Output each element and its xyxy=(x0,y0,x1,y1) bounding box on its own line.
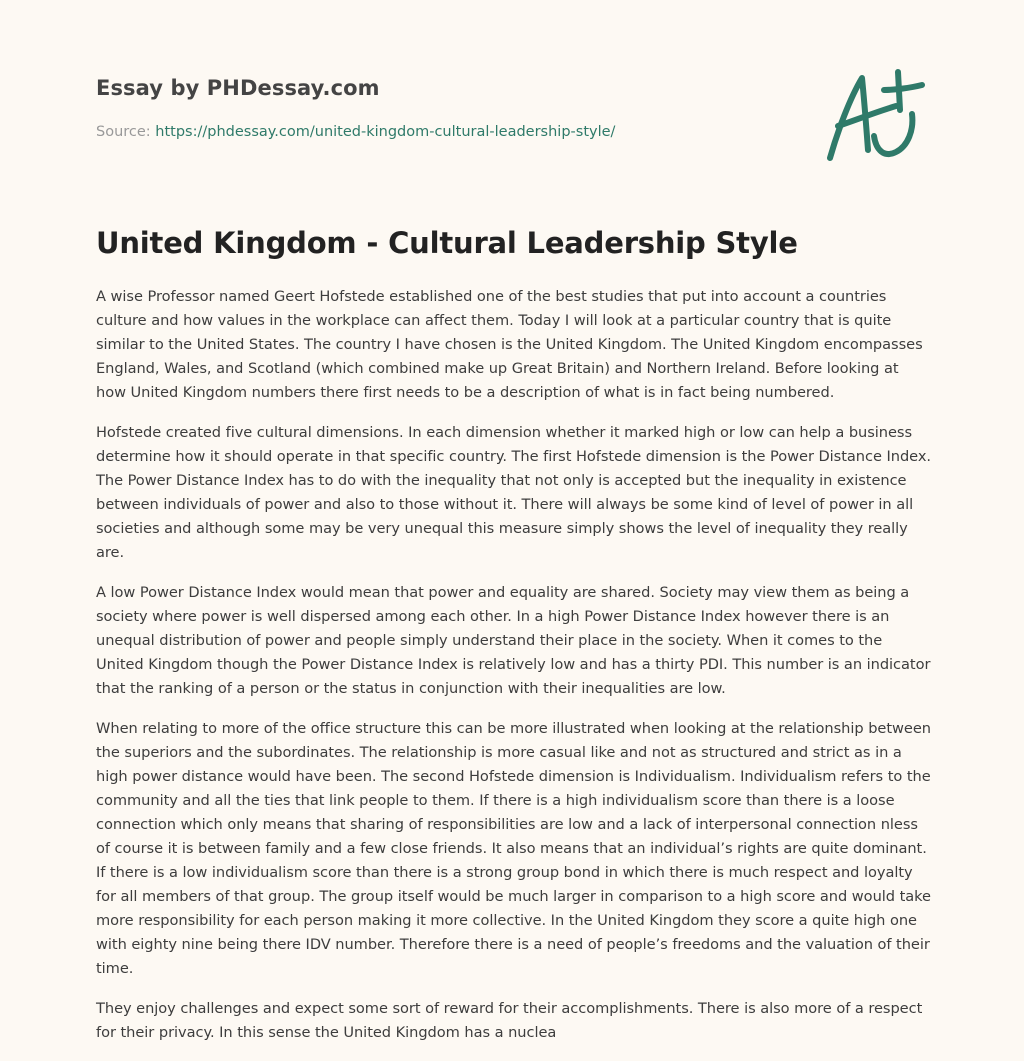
source-label: Source: xyxy=(96,124,156,140)
a-plus-icon xyxy=(826,68,926,164)
essay-paragraph: Hofstede created five cultural dimensions. In each dimension whether it marked high or low can help a business determine how it should operate in that specific country. The first Hofstede dimension is the Power Distance Index. The Power Distance Index has to do with the inequality that not only is accepted but the inequality in existence between individuals of power and also to those without it. There will always be some kind of level of power in all societies and although some may be very unequal this measure simply shows the level of inequality they really are. xyxy=(96,424,932,561)
essay-paragraph: When relating to more of the office structure this can be more illustrated when looking at the relationship between the superiors and the subordinates. The relationship is more casual like and not as structured and strict as in a high power distance would have been. The second Hofstede dimension is Individualism. Individualism refers to the community and all the ties that link people to them. If there is a high individualism score than there is a loose connection which only means that sharing of responsibilities are low and a lack of interpersonal connection nless of course it is between family and a few close friends. It also means that an individual’s rights are quite dominant. If there is a low individualism score than there is a strong group bond in which there is much respect and loyalty for all members of that group. The group itself would be much larger in comparison to a high score and would take more responsibility for each person making it more collective. In the United Kingdom they score a quite high one with eighty nine being there IDV number. Therefore there is a need of people’s freedoms and the valuation of their time. xyxy=(96,720,931,977)
source-link[interactable]: https://phdessay.com/united-kingdom-cultural-leadership-style/ xyxy=(155,124,616,140)
essay-paragraph: A low Power Distance Index would mean that power and equality are shared. Society may view them as being a society where power is well dispersed among each other. In a high Power Distance Index however there is an unequal distribution of power and people simply understand their place in the society. When it comes to the United Kingdom though the Power Distance Index is relatively low and has a thirty PDI. This number is an indicator that the ranking of a person or the status in conjunction with their inequalities are low. xyxy=(96,584,931,697)
essay-paragraph: A wise Professor named Geert Hofstede established one of the best studies that put into account a countries culture and how values in the workplace can affect them. Today I will look at a particular country that is quite similar to the United States. The country I have chosen is the United Kingdom. The United Kingdom encompasses England, Wales, and Scotland (which combined make up Great Britain) and Northern Ireland. Before looking at how United Kingdom numbers there first needs to be a description of what is in fact being numbered. xyxy=(96,288,923,401)
essay-paragraph: They enjoy challenges and expect some sort of reward for their accomplishments. There is also more of a respect for their privacy. In this sense the United Kingdom has a nuclea xyxy=(96,1000,923,1041)
site-title: Essay by PHDessay.com xyxy=(96,76,380,100)
essay-header xyxy=(96,0,928,200)
source-line xyxy=(96,124,615,140)
essay-title: United Kingdom - Cultural Leadership Style xyxy=(96,226,798,260)
essay-body xyxy=(96,285,932,1061)
